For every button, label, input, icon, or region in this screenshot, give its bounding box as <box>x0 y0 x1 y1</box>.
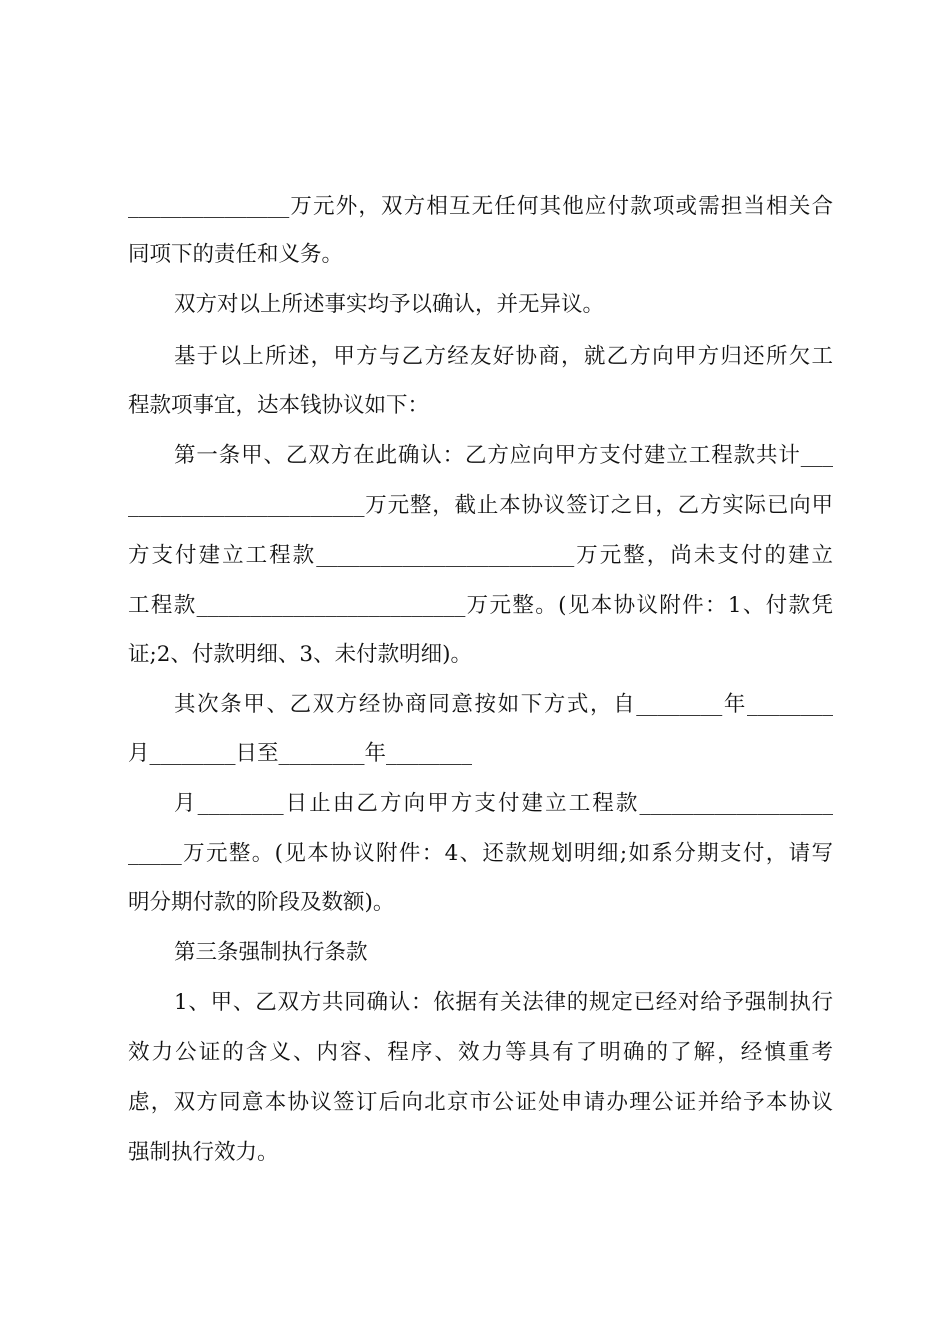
text-line: 1、甲、乙双方共同确认：依据有关法律的规定已经对给予强制执行 <box>174 990 833 1015</box>
text-line: 第一条甲、乙双方在此确认：乙方应向甲方支付建立工程款共计___ <box>174 443 833 468</box>
text-line: 虑，双方同意本协议签订后向北京市公证处申请办理公证并给予本协议 <box>128 1090 833 1115</box>
text-line: 程款项事宜，达本钱协议如下： <box>128 393 430 418</box>
text-line: 其次条甲、乙双方经协商同意按如下方式，自________年________ <box>174 692 833 717</box>
text-line: 方支付建立工程款________________________万元整，尚未支付的建立 <box>128 543 833 568</box>
text-line: 月________日止由乙方向甲方支付建立工程款__________________ <box>174 791 833 816</box>
text-line: 基于以上所述，甲方与乙方经友好协商，就乙方向甲方归还所欠工 <box>174 344 833 369</box>
text-line: 工程款_________________________万元整。(见本协议附件：1、付款凭 <box>128 593 833 618</box>
text-line: 月________日至________年________ <box>128 741 473 766</box>
text-line: _____万元整。(见本协议附件：4、还款规划明细;如系分期支付，请写 <box>128 841 833 866</box>
text-line: 证;2、付款明细、3、未付款明细)。 <box>128 642 472 667</box>
section-heading: 第三条强制执行条款 <box>174 940 368 965</box>
text-line: _______________万元外，双方相互无任何其他应付款项或需担当相关合 <box>128 194 833 219</box>
text-line: 效力公证的含义、内容、程序、效力等具有了明确的了解，经慎重考 <box>128 1040 833 1065</box>
text-line: 明分期付款的阶段及数额)。 <box>128 890 395 915</box>
text-line: 强制执行效力。 <box>128 1140 279 1165</box>
text-line: 同项下的责任和义务。 <box>128 242 344 267</box>
text-line: 双方对以上所述事实均予以确认，并无异议。 <box>174 292 605 317</box>
text-line: ______________________万元整，截止本协议签订之日，乙方实际已向甲 <box>128 493 833 518</box>
